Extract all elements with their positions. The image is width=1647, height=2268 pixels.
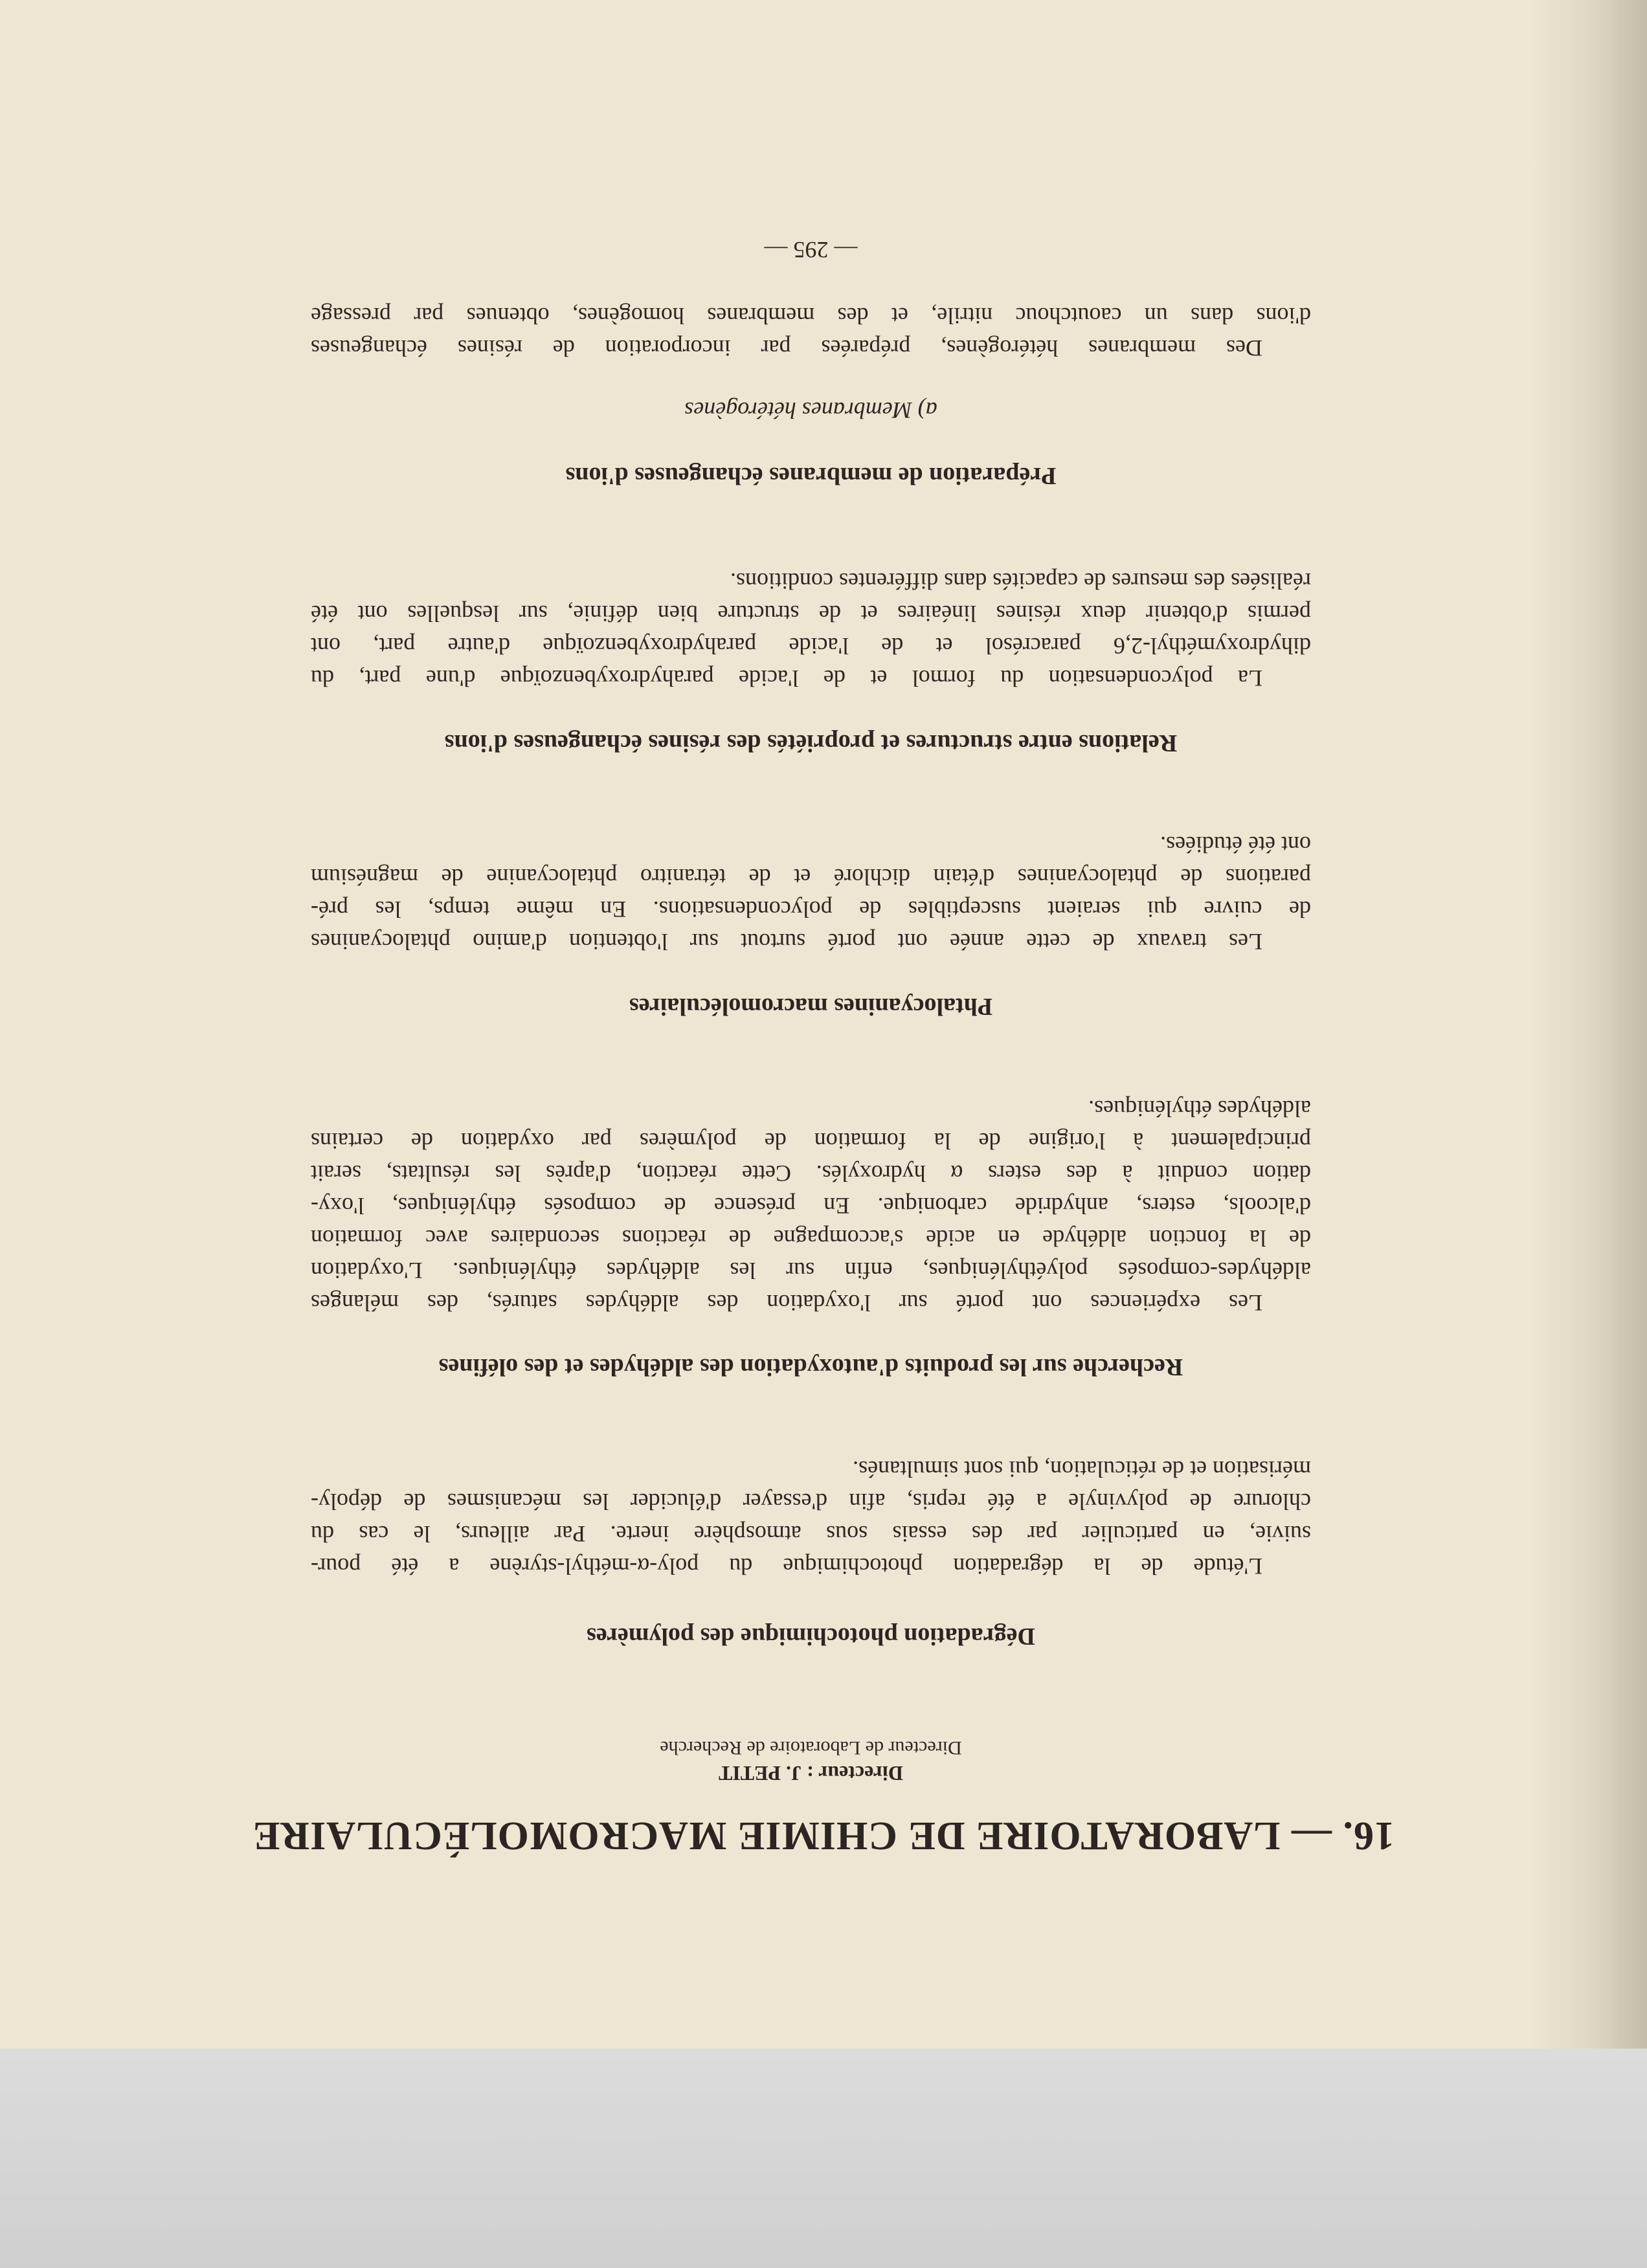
scanner-background (0, 2049, 1647, 2268)
text-line: d'ions dans un caoutchouc nitrile, et des membranes homogènes, obtenues par pressage (311, 303, 1311, 329)
subsection-heading: a) Membranes hétérogènes (684, 397, 937, 423)
text-line: dation conduit à des esters α hydroxylés. Cette réaction, d'après les résultats, serait (311, 1161, 1311, 1186)
paragraph (311, 828, 1311, 958)
text-line: chlorure de polyvinyle a été repris, afin d'essayer d'élucider les mécanismes de dépoly- (311, 1489, 1311, 1515)
section-heading: Préparation de membranes échangeuses d'ions (565, 462, 1057, 489)
paragraph (311, 300, 1311, 364)
director-name: Directeur : J. PETIT (719, 1762, 903, 1785)
section-heading: Dégradation photochimique des polymères (587, 1623, 1035, 1650)
text-line: aldéhydes-composés polyéthyléniques, enfin sur les aldéhydes éthyléniques. L'oxydation (311, 1258, 1311, 1284)
text-line: de la fonction aldéhyde en acide s'accompagne de réactions secondaires avec formation (311, 1225, 1311, 1251)
text-line: Des membranes hétérogènes, préparées par incorporation de résines échangeuses (311, 335, 1262, 361)
page-number: — 295 — (764, 237, 858, 263)
text-line: de cuivre qui seraient susceptibles de polycondensations. En même temps, les pré- (311, 896, 1311, 922)
section-heading: Recherche sur les produits d'autoxydation des aldéhydes et des oléfines (438, 1353, 1183, 1381)
text-line: Les travaux de cette année ont porté surtout sur l'obtention d'amino phtalocyanines (311, 929, 1262, 955)
text-line: d'alcools, esters, anhydride carbonique. En présence de composés éthyléniques, l'oxy- (311, 1193, 1311, 1219)
paragraph (311, 565, 1311, 695)
text-line: réalisées des mesures de capacités dans différentes conditions. (730, 568, 1311, 594)
text-line: parations de phtalocyanines d'étain dichloré et de tétranitro phtalocyanine de magnésium (311, 864, 1311, 890)
text-line: permis d'obtenir deux résines linéaires et de structure bien définie, sur lesquelles ont été (311, 601, 1311, 627)
text-line: La polycondensation du formol et de l'acide parahydroxybenzoïque d'une part, du (311, 665, 1262, 691)
text-line: aldéhydes éthyléniques. (1088, 1096, 1311, 1122)
paragraph (311, 1453, 1311, 1583)
section-heading: Phtalocyanines macromoléculaires (629, 993, 993, 1020)
paragraph (311, 1093, 1311, 1319)
chapter-title: 16. — LABORATOIRE DE CHIMIE MACROMOLÉCULAIRE (252, 1814, 1395, 1858)
director-role: Directeur de Laboratoire de Recherche (660, 1737, 962, 1759)
text-line: ont été étudiées. (1160, 832, 1311, 858)
text-line: L'étude de la dégradation photochimique du poly-α-méthyl-styrène a été pour- (311, 1553, 1262, 1579)
text-line: Les expériences ont porté sur l'oxydation des aldéhydes saturés, des mélanges (311, 1290, 1262, 1316)
text-line: suivie, en particulier par des essais sous atmosphère inerte. Par ailleurs, le cas du (311, 1521, 1311, 1547)
section-heading: Relations entre structures et propriétés des résines échangeuses d'ions (444, 729, 1178, 757)
text-line: principalement à l'origine de la formation de polymères par oxydation de certains (311, 1128, 1311, 1154)
text-line: mérisation et de réticulation, qui sont simultanés. (853, 1456, 1311, 1482)
text-line: dihydroxyméthyl-2,6 paracrésol et de l'acide parahydroxybenzoïque d'autre part, ont (311, 633, 1311, 659)
